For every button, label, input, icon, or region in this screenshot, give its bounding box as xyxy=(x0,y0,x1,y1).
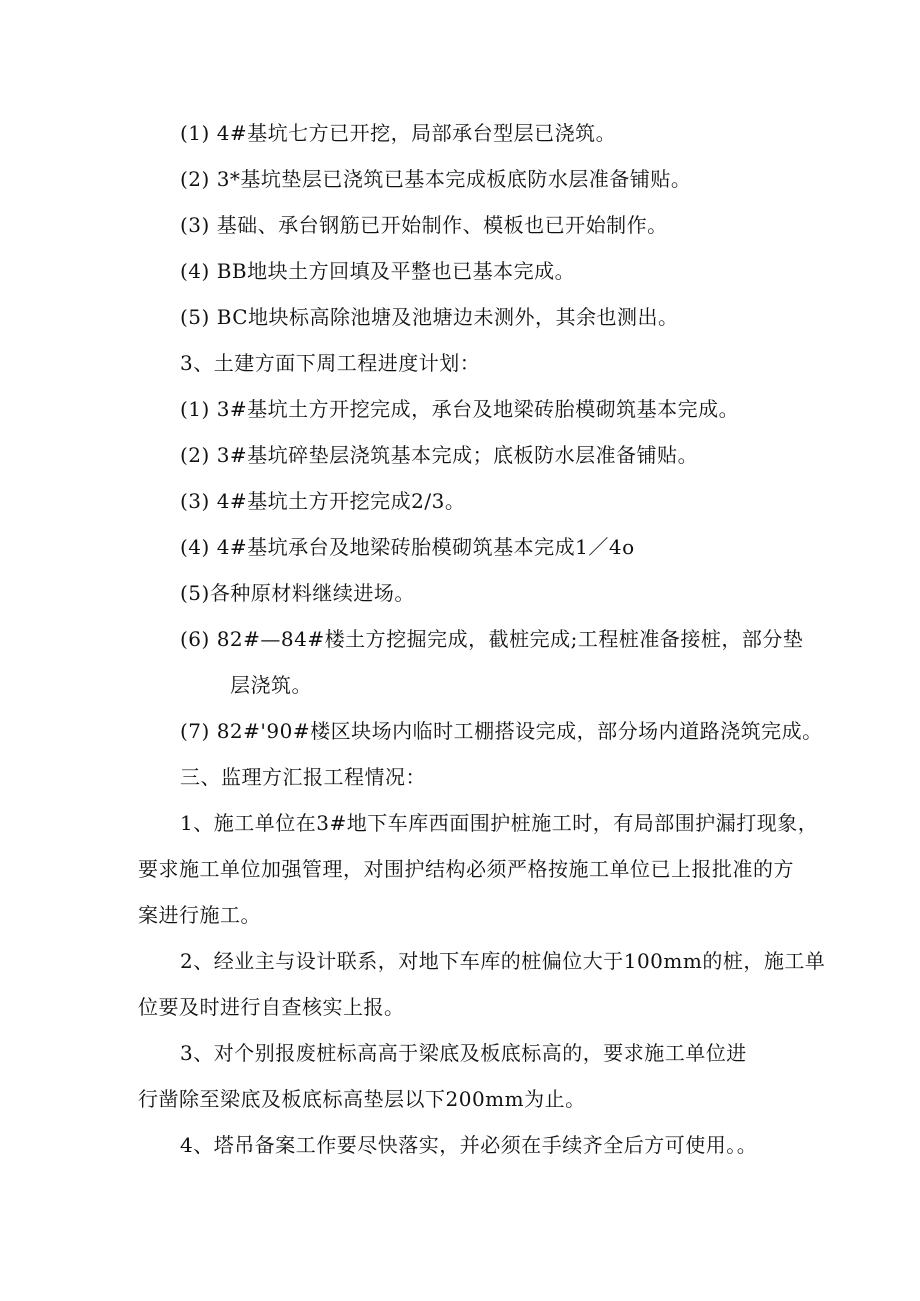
plan-item-6: (6) 82#—84#楼土方挖掘完成，截桩完成;工程桩准备接桩，部分垫 xyxy=(180,627,804,651)
supervision-item-1: 1、施工单位在3#地下车库西面围护桩施工时，有局部围护漏打现象， xyxy=(180,811,819,835)
section-heading-supervision: 三、监理方汇报工程情况： xyxy=(180,765,426,789)
plan-item-7: (7) 82#'90#楼区块场内临时工棚搭设完成，部分场内道路浇筑完成。 xyxy=(180,719,823,743)
plan-item-4: (4) 4#基坑承台及地梁砖胎模砌筑基本完成1／4o xyxy=(180,535,635,559)
supervision-item-2-continued: 位要及时进行自查核实上报。 xyxy=(138,995,405,1019)
supervision-item-2: 2、经业主与设计联系，对地下车库的桩偏位大于100mm的桩，施工单 xyxy=(180,949,826,973)
plan-item-5: (5)各种原材料继续进场。 xyxy=(180,581,415,605)
section-heading-plan: 3、土建方面下周工程进度计划： xyxy=(180,351,481,375)
supervision-item-3-continued: 行凿除至梁底及板底标高垫层以下200mm为止。 xyxy=(138,1087,586,1111)
progress-item-1: (1) 4#基坑七方已开挖，局部承台型层已浇筑。 xyxy=(180,121,617,145)
progress-item-2: (2) 3*基坑垫层已浇筑已基本完成板底防水层准备铺贴。 xyxy=(180,167,692,191)
progress-item-3: (3) 基础、承台钢筋已开始制作、模板也已开始制作。 xyxy=(180,213,668,237)
supervision-item-1-end: 案进行施工。 xyxy=(138,903,261,927)
progress-item-5: (5) BC地块标高除池塘及池塘边未测外，其余也测出。 xyxy=(180,305,679,329)
plan-item-6-continued: 层浇筑。 xyxy=(230,673,312,697)
plan-item-3: (3) 4#基坑土方开挖完成2/3。 xyxy=(180,489,466,513)
supervision-item-1-continued: 要求施工单位加强管理，对围护结构必须严格按施工单位已上报批准的方 xyxy=(138,857,794,881)
plan-item-2: (2) 3#基坑碎垫层浇筑基本完成；底板防水层准备铺贴。 xyxy=(180,443,699,467)
progress-item-4: (4) BB地块土方回填及平整也已基本完成。 xyxy=(180,259,576,283)
supervision-item-4: 4、塔吊备案工作要尽快落实，并必须在手续齐全后方可使用。。 xyxy=(180,1133,758,1157)
plan-item-1: (1) 3#基坑土方开挖完成，承台及地梁砖胎模砌筑基本完成。 xyxy=(180,397,740,421)
supervision-item-3: 3、对个别报废桩标高高于梁底及板底标高的，要求施工单位进 xyxy=(180,1041,747,1065)
